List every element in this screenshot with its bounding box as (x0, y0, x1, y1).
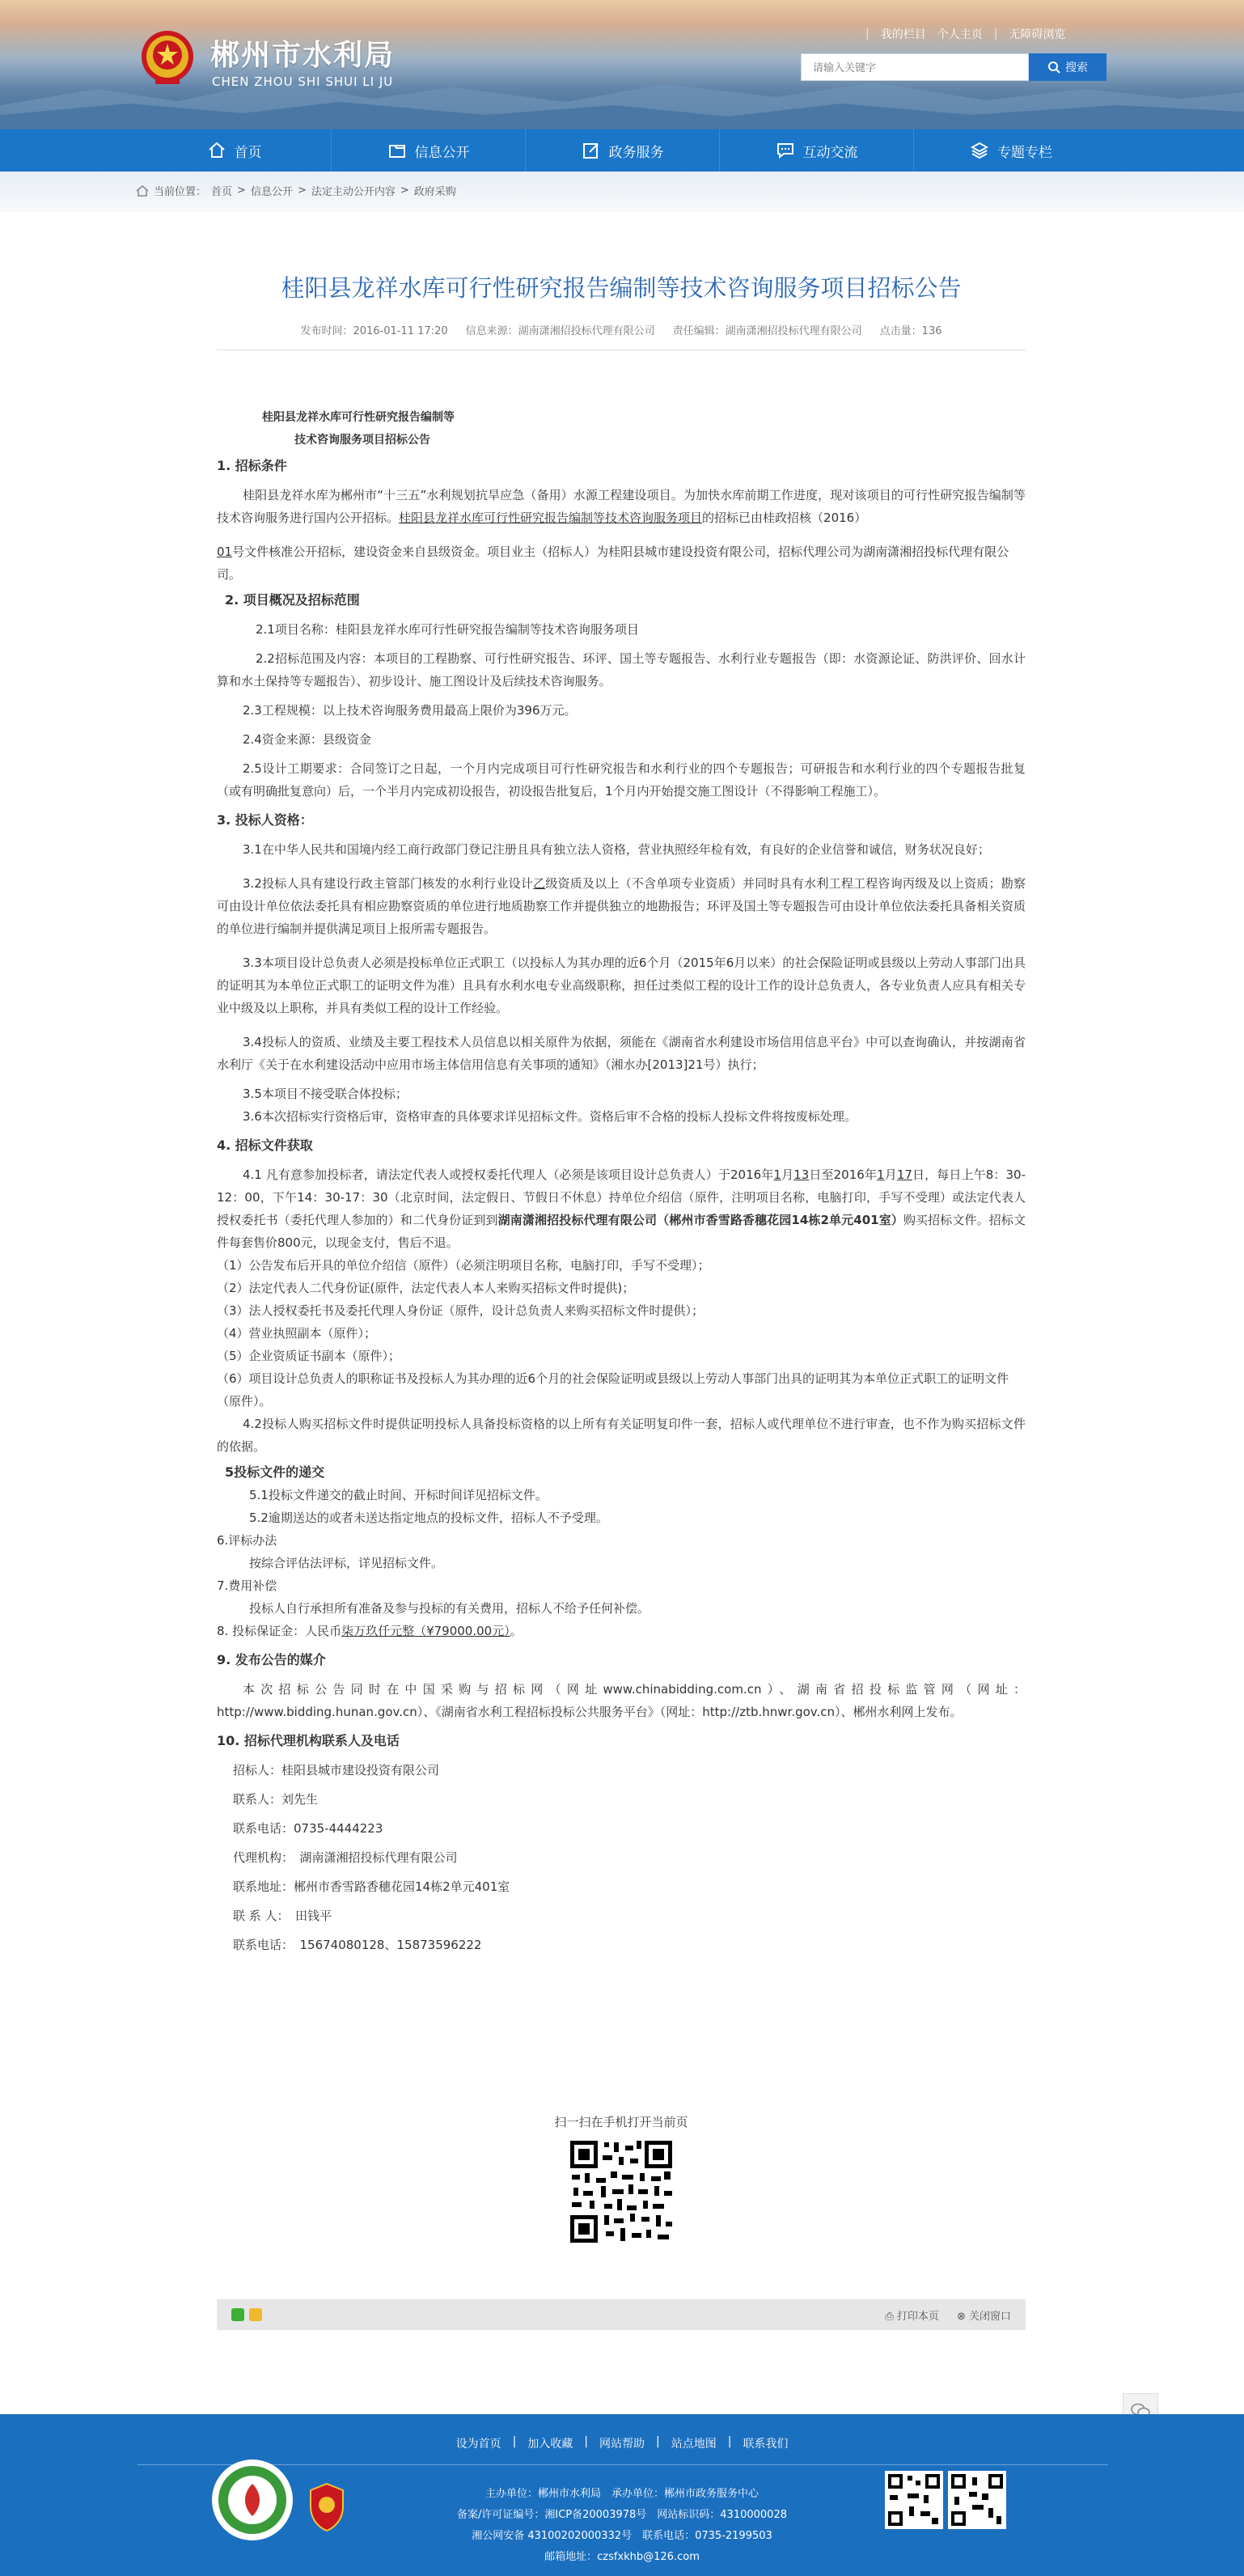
paragraph (217, 872, 1026, 940)
site-header (0, 0, 1244, 129)
click-count: 点击量：136 (879, 325, 942, 337)
text: 桂阳县龙祥水库可行性研究报告编制等技术咨询服务项目 (399, 511, 703, 525)
nav-label: 专题专栏 (997, 144, 1052, 161)
breadcrumb-separator: > (400, 184, 409, 197)
layers-icon (970, 141, 989, 160)
divider: | (656, 2435, 660, 2448)
site-title: 郴州市水利局 (210, 38, 396, 72)
paragraph (217, 1163, 1026, 1254)
footer-link-set-home[interactable]: 设为首页 (455, 2438, 501, 2451)
top-link-accessibility[interactable]: 无障碍浏览 (1009, 28, 1066, 41)
paragraph (217, 484, 1026, 529)
text: 级资质及以上（不含单项专业资质）并同时具有水利工程工程咨询丙级及以上资质；勘察可由设计单位依法委托具有相应勘察资质的单位进行地质勘察工作并提供独立的地勘报告；环评及国土等专题报告可由设计单位依法委托具备相关资质的单位进行编制并提供满足项目上报所需专题报告。 (217, 876, 1026, 936)
qzone-share-icon[interactable] (249, 2308, 262, 2321)
article-title: 桂阳县龙祥水库可行性研究报告编制等技术咨询服务项目招标公告 (281, 274, 962, 302)
section-title: 9. 发布公告的媒介 (217, 1652, 326, 1667)
section-title: 10. 招标代理机构联系人及电话 (217, 1733, 400, 1748)
footer-icp: 备案/许可证编号：湘ICP备20003978号 网站标识码：4310000028 (456, 2509, 787, 2521)
divider: | (512, 2435, 517, 2448)
article-subtitle: 技术咨询服务项目招标公告 (294, 434, 430, 447)
close-window-button[interactable] (957, 2307, 1011, 2323)
breadcrumb-item[interactable]: 法定主动公开内容 (311, 186, 396, 198)
section-title: 3. 投标人资格： (217, 812, 313, 828)
close-label: 关闭窗口 (968, 2311, 1011, 2323)
footer-security: 湘公网安备 43100202000332号 联系电话：0735-2199503 (472, 2530, 772, 2542)
paragraph: 2.5设计工期要求：合同签订之日起，一个月内完成项目可行性研究报告和水利行业的四个专题报告；可研报告和水利行业的四个专题报告批复（或有明确批复意向）后，一个半月内完成初设报告，初设报告批复后，1个月内开始提交施工图设计（不得影响工程施工）。 (217, 761, 1026, 799)
nav-label: 信息公开 (414, 144, 470, 161)
top-link-my-column[interactable]: 我的栏目 (880, 28, 926, 41)
printer-icon: ⎙ (885, 2311, 894, 2323)
divider: | (584, 2435, 588, 2448)
footer-link-sitemap[interactable]: 站点地图 (671, 2438, 717, 2451)
nav-label: 首页 (234, 144, 262, 161)
footer-email: 邮箱地址：czsfxkhb@126.com (544, 2551, 700, 2563)
footer-link-contact[interactable]: 联系我们 (743, 2438, 789, 2451)
breadcrumb-item[interactable]: 首页 (211, 186, 233, 198)
text: 湖南潇湘招投标代理有限公司（郴州市香雪路香穗花园14栋2单元401室） (497, 1213, 903, 1227)
contact-line: 招标人：桂阳县城市建设投资有限公司 (233, 1763, 440, 1777)
list-item: （4）营业执照副本（原件）； (217, 1326, 377, 1341)
home-icon (207, 141, 226, 160)
text: 4.1 凡有意参加投标者，请法定代表人或授权委托代理人（必须是该项目设计总负责人）于2016年 (243, 1167, 774, 1182)
text: 17 (896, 1167, 912, 1182)
toolbar-actions (885, 2307, 1011, 2323)
text: 柒万玖仟元整（¥79000.00元） (341, 1624, 510, 1638)
nav-label: 政务服务 (608, 144, 664, 161)
article-body (217, 406, 1026, 1956)
section-title: 5投标文件的递交 (225, 1464, 325, 1480)
search-input[interactable] (801, 53, 1029, 81)
paragraph: 2.4资金来源：县级资金 (243, 732, 371, 747)
text: 乙 (533, 876, 546, 891)
list-item: （1）公告发布后开具的单位介绍信（原件）（必须注明项目名称，电脑打印，手写不受理）； (217, 1258, 710, 1273)
text: 月 (781, 1167, 794, 1182)
nav-item-topics[interactable] (914, 129, 1108, 172)
top-links (865, 26, 1065, 42)
home-icon (136, 185, 149, 197)
divider (138, 2464, 1108, 2465)
search-button[interactable] (1029, 53, 1106, 81)
national-emblem-icon (139, 28, 196, 89)
search-icon (1047, 61, 1060, 74)
article-subtitle: 桂阳县龙祥水库可行性研究报告编制等 (262, 411, 455, 424)
footer-link-favorite[interactable]: 加入收藏 (527, 2438, 573, 2451)
paragraph: 按综合评估法评标，详见招标文件。 (249, 1556, 444, 1570)
divider: | (993, 28, 998, 40)
breadcrumb-item[interactable]: 信息公开 (250, 186, 293, 198)
contact-line: 代理机构： 湖南潇湘招投标代理有限公司 (233, 1850, 458, 1865)
main-nav (0, 129, 1244, 172)
paragraph: 3.4投标人的资质、业绩及主要工程技术人员信息以相关原件为依据，须能在《湖南省水利建设市场信用信息平台》中可以查询确认，并按湖南省水利厅《关于在水利建设活动中应用市场主体信用信息有关事项的通知》（湘水办[2013]21号）执行； (217, 1035, 1026, 1072)
wechat-share-icon[interactable] (231, 2308, 244, 2321)
paragraph: 3.3本项目设计总负责人必须是投标单位正式职工（以投标人为其办理的近6个月（2015年6月以来）的社会保险证明或县级以上劳动人事部门出具的证明其为本单位正式职工的证明文件为准）且具有水利水电专业高级职称，担任过类似工程的设计工作的设计总负责人，各专业负责人应具有相关专业中级及以上职称，并具有类似工程的设计工作经验。 (217, 955, 1026, 1015)
breadcrumb-prefix: 当前位置： (154, 186, 207, 198)
text: 01 (217, 544, 233, 559)
editor: 责任编辑：湖南潇湘招投标代理有限公司 (672, 325, 862, 337)
text: 的招标已由桂政招核（2016） (702, 511, 867, 525)
folder-icon (387, 141, 407, 160)
text: 日至2016年 (809, 1167, 878, 1182)
nav-label: 互动交流 (802, 144, 858, 161)
footer-host: 主办单位：郴州市水利局 承办单位：郴州市政务服务中心 (484, 2488, 759, 2500)
search-button-label: 搜索 (1065, 61, 1088, 74)
list-item: （2）法定代表人二代身份证(原件，法定代表人本人来购买招标文件时提供)； (217, 1281, 635, 1295)
contact-line: 联系地址：郴州市香雪路香穗花园14栋2单元401室 (233, 1879, 510, 1894)
info-source: 信息来源：湖南潇湘招投标代理有限公司 (465, 325, 655, 337)
paragraph (217, 1620, 1026, 1642)
text: 月 (884, 1167, 897, 1182)
breadcrumb-separator: > (237, 184, 246, 197)
publish-time: 发布时间：2016-01-11 17:20 (300, 325, 448, 337)
divider: | (865, 28, 870, 40)
article-meta (217, 322, 1026, 337)
text: 1 (877, 1167, 885, 1182)
print-button[interactable] (885, 2307, 939, 2323)
paragraph: 3.6本次招标实行资格后审，资格审查的具体要求详见招标文件。资格后审不合格的投标人投标文件将按废标处理。 (243, 1109, 857, 1124)
contact-line: 联系人：刘先生 (233, 1792, 319, 1807)
list-item: （6）项目设计总负责人的职称证书及投标人为其办理的近6个月的社会保险证明或县级以上劳动人事部门出具的证明其为本单位正式职工的证明文件（原件）。 (217, 1371, 1009, 1409)
edit-icon (582, 141, 601, 160)
contact-line: 联系电话： 15674080128、15873596222 (233, 1938, 482, 1952)
share-icons (231, 2308, 262, 2321)
text: 1 (773, 1167, 781, 1182)
article-container (217, 212, 1026, 2332)
text: 8. 投标保证金：人民币 (217, 1624, 342, 1638)
section-title: 1. 招标条件 (217, 458, 287, 473)
footer-link-help[interactable]: 网站帮助 (599, 2438, 645, 2451)
text: 。 (510, 1624, 523, 1638)
text: 号文件核准公开招标，建设资金来自县级资金。项目业主（招标人）为桂阳县城市建设投资有限公司，招标代理公司为湖南潇湘招投标代理有限公司。 (217, 544, 1009, 582)
paragraph: 3.5本项目不接受联合体投标； (243, 1087, 408, 1101)
qr-code-icon (567, 2137, 675, 2246)
qr-code-icon (885, 2471, 943, 2529)
text: 13 (793, 1167, 810, 1182)
footer-links (0, 2435, 1244, 2451)
section-title: 4. 招标文件获取 (217, 1138, 313, 1153)
article-toolbar (217, 2299, 1026, 2330)
breadcrumb (136, 183, 456, 198)
paragraph: 5.1投标文件递交的截止时间、开标时间详见招标文件。 (249, 1488, 548, 1502)
paragraph: 3.1在中华人民共和国境内经工商行政部门登记注册且具有独立法人资格，营业执照经年检有效，有良好的企业信誉和诚信，财务状况良好； (243, 842, 990, 857)
paragraph: 2.2招标范围及内容：本项目的工程勘察、可行性研究报告、环评、国土等专题报告、水利行业专题报告（即：水资源论证、防洪评价、回水计算和水土保持等专题报告）、初步设计、施工图设计及后续技术咨询服务。 (217, 651, 1026, 688)
divider: | (727, 2435, 732, 2448)
text: 日，每日上午8：30-12：00，下午14：30-17：30（北京时间，法定假日、节假日不休息）持单位介绍信（原件，注明项目名称，电脑打印，手写不受理）或法定代表人授权委托书（委托代理人参加的）和二代身份证到到 (217, 1167, 1026, 1227)
section-title: 2. 项目概况及招标范围 (225, 592, 360, 608)
paragraph: 本次招标公告同时在中国采购与招标网（网址www.chinabidding.com.cn）、湖南省招投标监管网（网址：http://www.bidding.hunan.gov.cn）、《湖南省水利工程招标投标公共服务平台》（网址：http://ztb.hnwr.gov.cn）、郴州水利网上发布。 (217, 1682, 1026, 1719)
nav-item-interaction[interactable] (720, 129, 914, 172)
print-label: 打印本页 (896, 2311, 939, 2323)
breadcrumb-item[interactable]: 政府采购 (413, 186, 456, 198)
contact-line: 联 系 人： 田钱平 (233, 1909, 332, 1923)
nav-item-home[interactable] (138, 129, 332, 172)
qr-code-icon (948, 2471, 1006, 2529)
paragraph: 5.2逾期送达的或者未送达指定地点的投标文件，招标人不予受理。 (249, 1510, 608, 1525)
nav-item-info-public[interactable] (332, 129, 526, 172)
breadcrumb-separator: > (297, 184, 307, 197)
qr-label: 扫一扫在手机打开当前页 (554, 2115, 688, 2129)
paragraph: 投标人自行承担所有准备及参与投标的有关费用，招标人不给予任何补偿。 (249, 1601, 650, 1616)
footer-info (0, 2484, 1244, 2568)
section-title: 7.费用补偿 (217, 1578, 277, 1593)
nav-item-gov-service[interactable] (526, 129, 720, 172)
site-subtitle: CHEN ZHOU SHI SHUI LI JU (212, 74, 394, 89)
site-footer (0, 2414, 1244, 2576)
chat-icon (776, 141, 795, 160)
text: 桂阳县龙祥水库为郴州市“十三五”水利规划抗旱应急（备用）水源工程建设项目。为加快水库前期工作进度，现对该项目的可行性研究报告编制等技术咨询服务进行国内公开招标。 (217, 488, 1026, 525)
top-link-personal[interactable]: 个人主页 (937, 28, 983, 41)
paragraph: 2.3工程规模：以上技术咨询服务费用最高上限价为396万元。 (243, 703, 577, 718)
text: 3.2投标人具有建设行政主管部门核发的水利行业设计 (243, 876, 534, 891)
list-item: （3）法人授权委托书及委托代理人身份证（原件，设计总负责人来购买招标文件时提供）； (217, 1303, 705, 1318)
paragraph (217, 540, 1026, 586)
paragraph: 2.1项目名称：桂阳县龙祥水库可行性研究报告编制等技术咨询服务项目 (256, 622, 639, 637)
paragraph: 4.2投标人购买招标文件时提供证明投标人具备投标资格的以上所有有关证明复印件一套，招标人或代理单位不进行审查，也不作为购买招标文件的依据。 (217, 1417, 1026, 1454)
section-title: 6.评标办法 (217, 1533, 277, 1548)
close-icon: ⊗ (956, 2311, 966, 2323)
text: 购买招标文件。招标文件每套售价800元，以现金支付，售后不退。 (217, 1213, 1026, 1250)
list-item: （5）企业资质证书副本（原件）； (217, 1349, 401, 1363)
contact-line: 联系电话：0735-4444223 (233, 1821, 383, 1836)
